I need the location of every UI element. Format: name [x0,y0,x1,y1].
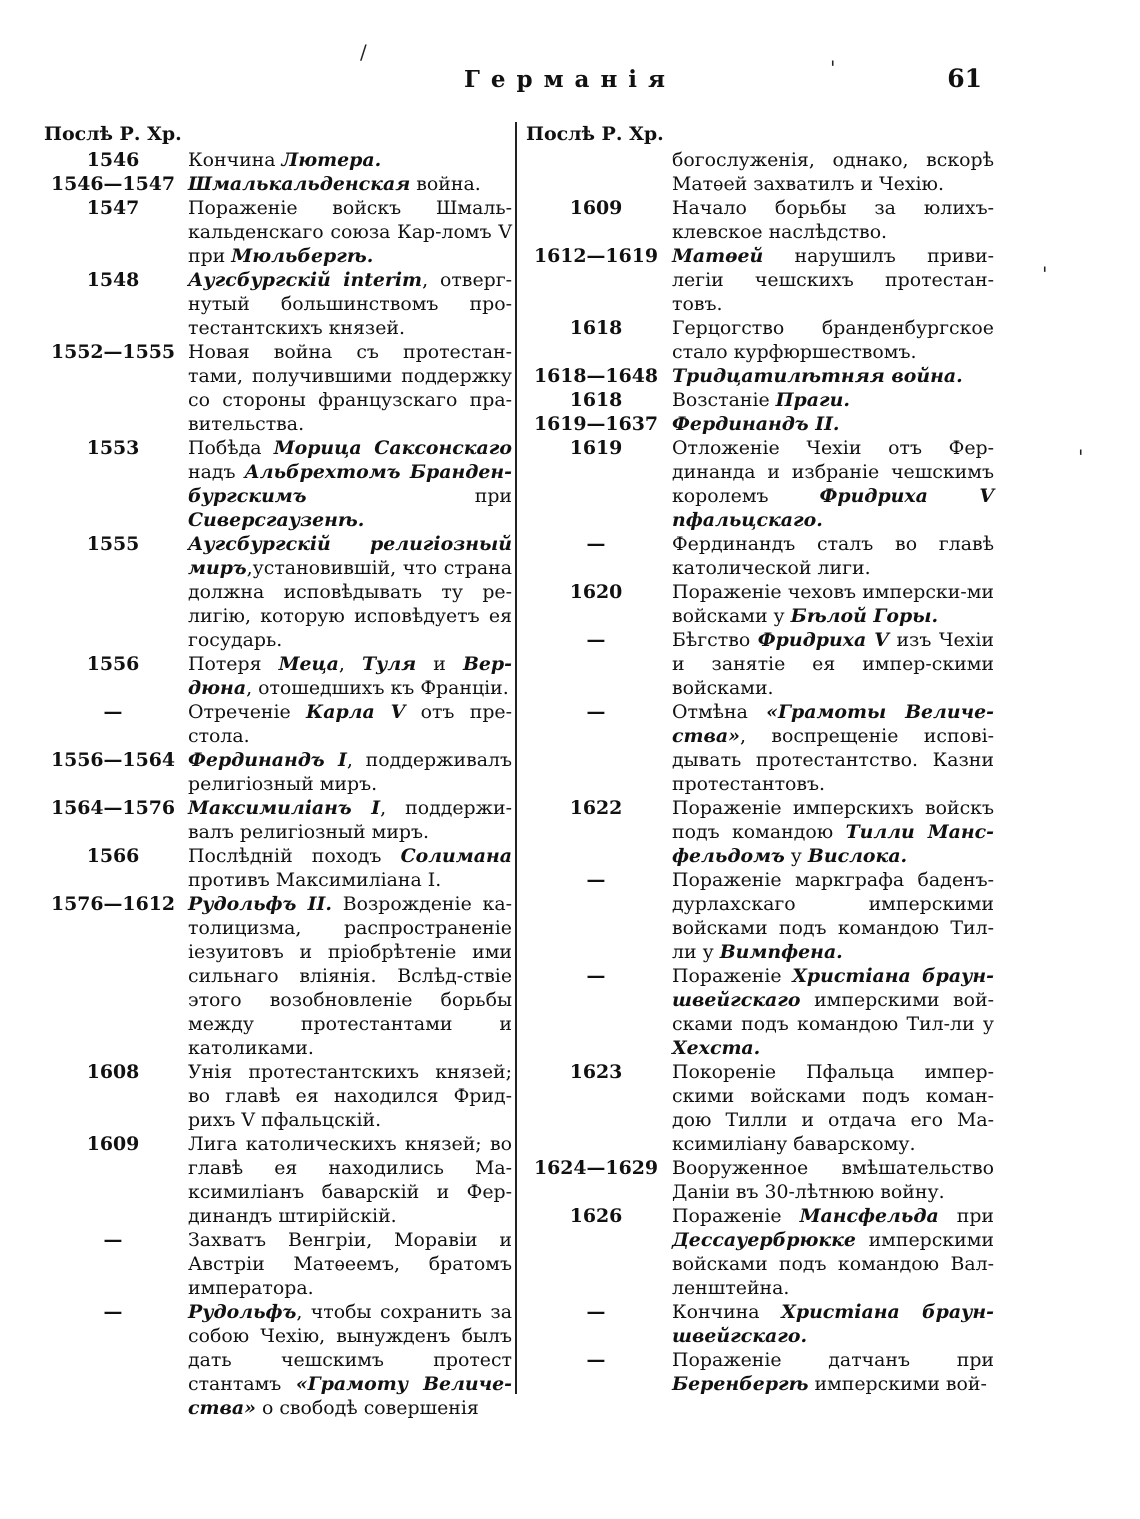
entry-date: 1612—1619 [533,245,659,267]
entry-text-run: , отошедшихъ къ Франціи. [246,677,509,699]
chronology-entry [526,796,994,868]
entry-emphasis: Фридриха V [819,485,994,507]
entry-date: 1546—1547 [50,173,176,195]
chronology-entry [44,340,512,436]
chronology-entry [44,1060,512,1132]
entry-emphasis: Аугсбургскій interim [188,269,423,291]
chronology-entry [526,964,994,1060]
entry-date: — [586,533,606,555]
entry-text-run: Пораженіе [672,965,793,987]
entry-text-run: при [938,1205,995,1227]
entry-date: 1547 [86,197,140,219]
entry-emphasis: Рудольфъ [188,1301,297,1323]
entry-text [672,964,994,1060]
entry-date: 1552—1555 [50,341,176,363]
entry-emphasis: Карла V [306,701,406,723]
entry-emphasis: Меца [278,653,339,675]
entry-text-run: войсками подъ командою Тил- [672,917,994,939]
entry-text-run: валъ религіозный миръ. [188,821,430,843]
entry-text-run: ли у [950,1013,994,1035]
entry-text [188,1060,512,1132]
entry-emphasis: Хехста. [672,1037,761,1059]
entry-text-run: Захватъ Венгріи, Моравіи и [188,1229,512,1251]
entry-text [672,364,994,388]
entry-emphasis: Рудольфъ II. [188,893,332,915]
entry-text-run: , [246,557,253,579]
entry-text-run: во главѣ ея находился Фрид- [188,1085,512,1107]
chronology-entry [526,412,994,436]
chronology-entry [526,580,994,628]
entry-text-run: имперскими вой- [808,1373,987,1395]
entry-emphasis: Сиверсгаузенѣ. [188,509,365,531]
right-column [526,120,994,1396]
entry-text [672,436,994,532]
entry-text-run: Пораженіе [672,1205,800,1227]
entry-text-run: дывать протестантство. Казни [672,749,994,771]
entry-emphasis: Мансфельда [799,1205,939,1227]
entry-text-run: изъ [888,629,932,651]
entry-text-run: кальденскаго союза Кар- [188,221,442,243]
entry-text-run: лигію, которую исповѣдуетъ [188,605,480,627]
entry-date: 1623 [569,1061,623,1083]
entry-text-run: протестантовъ. [672,773,826,795]
entry-text [188,844,512,892]
entry-text-run: ея государь. [188,605,512,651]
entry-date: 1624—1629 [533,1157,659,1179]
entry-date: 1556—1564 [50,749,176,771]
entry-text-run: Пораженіе чеховъ имперски- [672,581,967,603]
entry-date: 1546 [86,149,140,171]
left-column [44,120,512,1420]
entry-emphasis: Беренбергѣ [672,1373,809,1395]
entry-text-run: и католиками. [188,1013,512,1059]
entry-text [672,532,994,580]
entry-date: 1626 [569,1205,623,1227]
entry-text-run: Возрожденіе ка- [331,893,512,915]
entry-text [188,748,512,796]
ink-mark: / [360,40,367,64]
entry-text-run: сильнаго вліянія. Вслѣд- [188,965,464,987]
entry-text [672,868,994,964]
entry-text-run: сками подъ командою Тил- [672,1013,951,1035]
entry-text-run: императора. [188,1277,314,1299]
entry-text [188,340,512,436]
entry-text [188,700,512,748]
entry-text-run: установившій, что страна [252,557,512,579]
entry-text-run: противъ Максимиліана I. [188,869,442,891]
entry-text-run: , чтобы сохранить [296,1301,482,1323]
chronology-entry [526,700,994,796]
entry-date: — [586,1301,606,1323]
entry-emphasis: Тилли Манс- [845,821,994,843]
entry-text [188,172,512,196]
entry-emphasis: фельдомъ [672,845,785,867]
entry-emphasis: швейгскаго [672,989,801,1011]
entry-emphasis: Вислока. [807,845,908,867]
chronology-entry [44,748,512,796]
entry-text-run: , поддерживалъ [346,749,512,771]
entry-text-run: Покореніе Пфальца импер- [672,1061,994,1083]
entry-text-run: Фердинандъ сталъ во главѣ [672,533,994,555]
entry-text-run: во главѣ ея находились Ма- [188,1133,512,1179]
entry-text [188,1228,512,1300]
column-divider [515,122,517,1394]
chronology-entry [526,196,994,244]
entry-emphasis: ства» [188,1397,256,1419]
entry-text-run: отъ пре- [405,701,512,723]
entry-text-run: скими войсками. [672,653,994,699]
entry-emphasis: Максимиліанъ I [188,797,381,819]
entry-text-run: , [338,653,362,675]
entry-date: 1564—1576 [50,797,176,819]
entry-date: — [586,1349,606,1371]
entry-text-run: Отложеніе Чехіи отъ Фер- [672,437,994,459]
entry-text-run: Новая война съ протестан- [188,341,512,363]
entry-date: 1555 [86,533,140,555]
entry-text-run: королемъ [672,485,820,507]
entry-text-run: стало курфюршествомъ. [672,341,917,363]
entry-date: — [103,701,123,723]
entry-date: 1618 [569,389,623,411]
entry-date: 1548 [86,269,140,291]
chronology-entry [44,1228,512,1300]
entry-emphasis: пфальцскаго. [672,509,823,531]
entry-text-run: Унія протестантскихъ князей; [188,1061,512,1083]
entry-text-run: ми войсками у [672,581,994,627]
entry-text-run: , поддержи- [380,797,512,819]
chronology-entry [526,388,994,412]
entry-date: 1620 [569,581,623,603]
entry-text [188,1300,512,1420]
entry-text [672,1204,994,1300]
entry-emphasis: бургскимъ [188,485,307,507]
entry-text-run: Лига католическихъ князей; [188,1133,482,1155]
entry-date: — [586,965,606,987]
entry-text-run: Потеря [188,653,279,675]
entry-text-run: дурлахскаго имперскими [672,893,994,915]
entry-text-run: Кончина [672,1301,782,1323]
entry-text-run: богослуженія, однако, вскорѣ [672,149,994,171]
entry-emphasis: Матѳей [672,245,764,267]
entry-text-run: товъ. [672,293,723,315]
entry-text-run: нарушилъ приви- [763,245,994,267]
entry-text-run: Отмѣна [672,701,767,723]
entry-text-run: за собою Чехію, вынужденъ [188,1301,512,1347]
entry-text-run: былъ дать чешскимъ протест [188,1325,512,1371]
entry-text-run: должна исповѣдывать ту ре- [188,581,512,603]
entry-emphasis: Праги. [775,389,850,411]
entry-text [672,1348,994,1396]
entry-date: 1553 [86,437,140,459]
entry-text-run: Пораженіе войскъ Шмаль- [188,197,512,219]
entry-text-run: , отверг- [422,269,512,291]
entry-date: 1619—1637 [533,413,659,435]
entry-text-run: ствіе этого возобновленіе [188,965,512,1011]
chronology-entry [526,244,994,316]
entry-date: — [586,869,606,891]
entry-text [672,316,994,364]
entry-emphasis: Аугсбургскій религіозный миръ [188,533,512,579]
entry-emphasis: швейгскаго. [672,1325,808,1347]
chronology-entry [526,1204,994,1300]
entry-date: 1576—1612 [50,893,176,915]
chronology-entry [44,532,512,652]
entry-emphasis: Вер- [462,653,512,675]
entry-text-run: Бѣгство [672,629,758,651]
chronology-entry [526,316,994,364]
chronology-entry [44,652,512,700]
entry-text [672,1300,994,1348]
entry-text-run: легіи чешскихъ протестан- [672,269,994,291]
entry-date: 1608 [86,1061,140,1083]
entry-emphasis: Туля [361,653,417,675]
entry-emphasis: Тридцатилѣтняя война. [672,365,963,387]
entry-text [672,1060,994,1156]
chronology-entry [44,268,512,340]
entry-text-run: ломъ V при [188,221,512,267]
entry-text-run: толицизма, распространеніе [188,917,512,939]
entry-text-run: война. [410,173,481,195]
entry-text-run: Матѳей захватилъ и Чехію. [672,173,944,195]
entry-emphasis: Вимпфена. [719,941,843,963]
entry-text [188,1132,512,1228]
entry-text-run: Начало борьбы за юлихъ- [672,197,994,219]
chronology-entry [526,436,994,532]
entry-text-run: Послѣдній походъ [188,845,401,867]
entry-emphasis: Дессауербрюкке [672,1229,856,1251]
entry-emphasis: ства» [672,725,740,747]
entry-text-run: католической лиги. [672,557,871,579]
entry-text-run: Возстаніе [672,389,776,411]
entry-text-run: Даніи въ 30-лѣтнюю войну. [672,1181,945,1203]
chronology-entry [44,892,512,1060]
entry-text-run: борьбы между протестантами [188,989,512,1035]
entry-text-run: религіозный миръ. [188,773,378,795]
entry-text-run: при [306,485,512,507]
entry-emphasis: Шмалькальденская [188,173,411,195]
entry-text-run: Пораженіе маркграфа баденъ- [672,869,994,891]
chronology-entry [526,532,994,580]
entry-text-run: Чехіи и занятіе ея импер- [672,629,994,675]
entry-text-run: Кончина [188,149,282,171]
entry-text-run: стантамъ [188,1373,296,1395]
entry-text-run: рихъ V пфальцскій. [188,1109,382,1131]
entry-text-run: Отреченіе [188,701,307,723]
entry-emphasis: Лютера. [281,149,382,171]
entry-text-run: тами, получившими поддержку [188,365,512,387]
entry-text-run: ленштейна. [672,1277,790,1299]
chronology-entry [526,1348,994,1396]
entry-emphasis: Фердинандъ II. [672,413,840,435]
ink-mark: ' [1042,262,1048,286]
entry-text-run: іезуитовъ и пріобрѣтеніе ими [188,941,512,963]
entry-text-run: Вооруженное вмѣшательство [672,1157,994,1179]
chronology-entry [44,844,512,892]
entry-text-run: войсками подъ командою Вал- [672,1253,994,1275]
chronology-entry [44,436,512,532]
entry-text [672,796,994,868]
entry-date: 1556 [86,653,140,675]
entry-emphasis: Христіана браун- [792,965,994,987]
entry-text [672,700,994,796]
entry-text-run: стола. [188,725,250,747]
entry-text [672,244,994,316]
entry-text-run: Герцогство бранденбургское [672,317,994,339]
entry-text-run: Пораженіе имперскихъ войскъ [672,797,994,819]
entry-text [188,196,512,268]
entry-text [672,580,994,628]
entry-date: — [103,1229,123,1251]
ink-mark: ' [830,56,836,80]
entry-text-run: тестантскихъ князей. [188,317,406,339]
entry-emphasis: дюна [188,677,247,699]
chronology-entry [526,1300,994,1348]
chronology-entry [526,1060,994,1156]
entry-emphasis: «Грамоту Величе- [295,1373,512,1395]
entry-text-run: имперскими вой- [800,989,994,1011]
entry-date: — [586,629,606,651]
entry-text-run: динандъ штирійскій. [188,1205,397,1227]
entry-text-run: вительства. [188,413,305,435]
entry-text [672,412,994,436]
chronology-entry [526,148,994,196]
entry-text [188,892,512,1060]
entry-date: 1622 [569,797,623,819]
entry-text [188,796,512,844]
entry-text [188,532,512,652]
entry-date: 1618—1648 [533,365,659,387]
entry-date: 1619 [569,437,623,459]
entry-date: 1566 [86,845,140,867]
entry-emphasis: «Грамоты Величе- [766,701,994,723]
entry-text-run: со стороны французскаго пра- [188,389,512,411]
entry-text-run: ксимиліану баварскому. [672,1133,916,1155]
entry-list [44,148,512,1420]
entry-text [188,436,512,532]
entry-text-run: надъ [188,461,245,483]
entry-text [672,628,994,700]
chronology-entry [526,364,994,388]
chronology-entry [44,1300,512,1420]
entry-list [526,148,994,1396]
entry-date [526,148,666,196]
entry-emphasis: Бѣлой Горы. [790,605,939,627]
entry-text-run: подъ командою [672,821,846,843]
entry-text [188,268,512,340]
entry-text [672,388,994,412]
entry-text [672,148,994,196]
entry-date: 1609 [569,197,623,219]
entry-text-run: дою Тилли и отдача его Ма- [672,1109,994,1131]
entry-emphasis: Морица Саксонскаго [273,437,512,459]
chronology-entry [44,796,512,844]
entry-date: — [586,701,606,723]
ink-mark: ' [1078,445,1084,469]
entry-text [188,148,512,172]
chronology-entry [44,1132,512,1228]
entry-text-run: ксимиліанъ баварскій и Фер- [188,1181,512,1203]
entry-text-run: Побѣда [188,437,274,459]
chronology-entry [44,700,512,748]
entry-text-run: у [784,845,808,867]
page-title: Германія [463,66,677,93]
chronology-entry [526,1156,994,1204]
chronology-entry [44,172,512,196]
entry-text-run: имперскими [855,1229,994,1251]
entry-date: 1618 [569,317,623,339]
column-heading: Послѣ Р. Хр. [526,123,664,145]
chronology-entry [44,148,512,172]
chronology-entry [526,868,994,964]
entry-date: — [103,1301,123,1323]
entry-text-run: нутый большинствомъ про- [188,293,512,315]
entry-emphasis: Солимана [400,845,512,867]
entry-text-run: Пораженіе датчанъ при [672,1349,994,1371]
entry-text [672,1156,994,1204]
chronology-entry [526,628,994,700]
chronology-entry [44,196,512,268]
entry-text-run: о свободѣ совершенія [255,1397,479,1419]
entry-text [188,652,512,700]
column-heading: Послѣ Р. Хр. [44,123,182,145]
entry-text-run: и [416,653,463,675]
entry-date: 1609 [86,1133,140,1155]
entry-text-run: клевское наслѣдство. [672,221,888,243]
entry-emphasis: Мюльбергѣ. [231,245,374,267]
entry-text-run: динанда и избраніе чешскимъ [672,461,994,483]
entry-emphasis: Фердинандъ I [188,749,347,771]
entry-text [672,196,994,244]
entry-text-run: ли у [672,941,720,963]
entry-emphasis: Фридриха V [757,629,889,651]
page-number: 61 [947,64,982,93]
entry-text-run: скими войсками подъ коман- [672,1085,994,1107]
entry-emphasis: Альбрехтомъ Бранден- [244,461,512,483]
entry-text-run: , воспрещеніе испові- [739,725,994,747]
entry-text-run: Австріи Матѳеемъ, братомъ [188,1253,512,1275]
entry-emphasis: Христіана браун- [781,1301,994,1323]
